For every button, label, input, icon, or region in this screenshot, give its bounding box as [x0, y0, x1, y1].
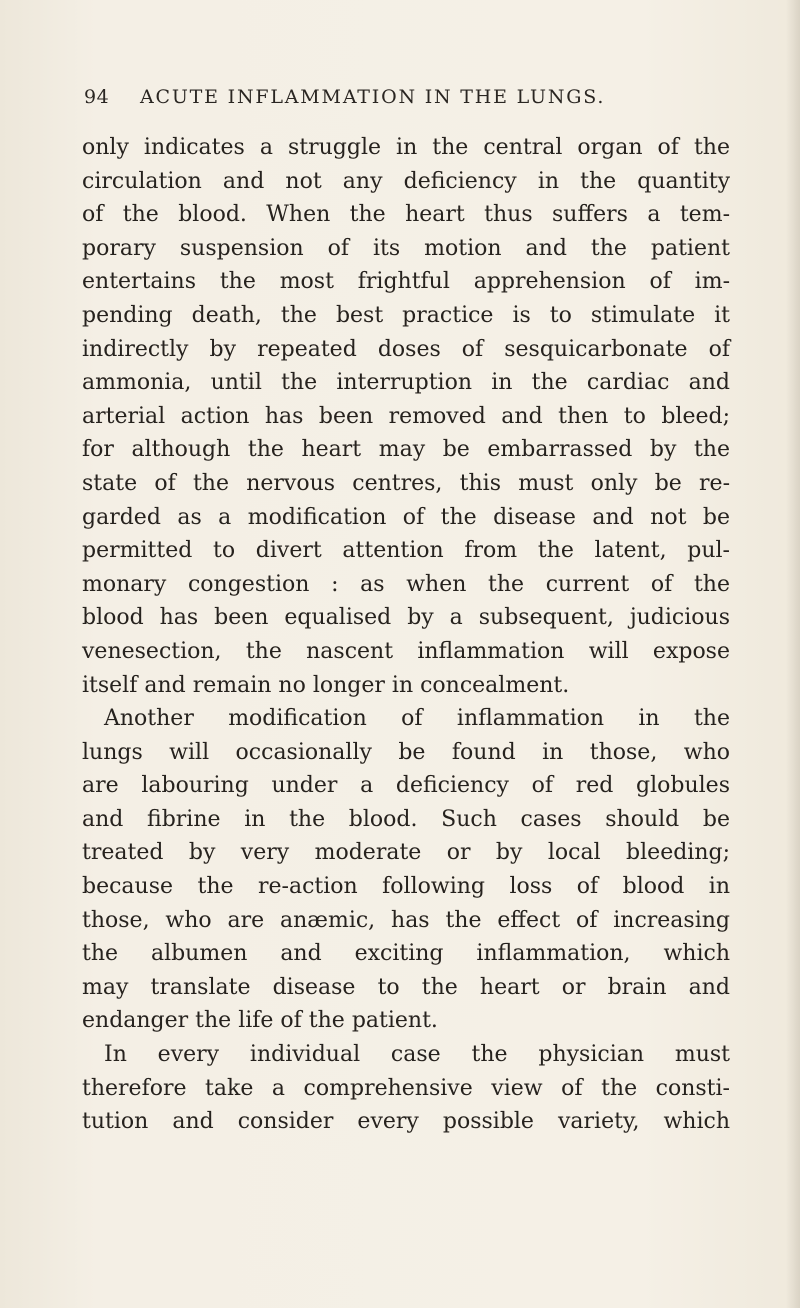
text-line: arterial action has been removed and then to bleed; — [82, 403, 730, 429]
text-line: circulation and not any deficiency in the quantity — [82, 168, 730, 194]
running-header — [84, 86, 724, 116]
text-line: tution and consider every possible variety, which — [82, 1109, 730, 1135]
page-edge-shadow — [786, 0, 800, 1308]
page-number: 94 — [84, 86, 110, 108]
text-line: those, who are anæmic, has the effect of increasing — [82, 907, 730, 933]
text-line: state of the nervous centres, this must only be re- — [82, 470, 730, 496]
text-line: entertains the most frightful apprehension of im- — [82, 269, 730, 295]
text-line: and fibrine in the blood. Such cases should be — [82, 806, 730, 832]
text-line: porary suspension of its motion and the patient — [82, 235, 730, 261]
text-line: indirectly by repeated doses of sesquicarbonate of — [82, 336, 730, 362]
text-line: may translate disease to the heart or brain and — [82, 974, 730, 1000]
text-line: of the blood. When the heart thus suffers a tem- — [82, 202, 730, 228]
text-line: venesection, the nascent inflammation will expose — [82, 638, 730, 664]
text-line: Another modification of inflammation in the — [104, 706, 730, 732]
text-line: for although the heart may be embarrassed by the — [82, 437, 730, 463]
text-line: garded as a modification of the disease and not be — [82, 504, 730, 530]
text-line: only indicates a struggle in the central organ of the — [82, 135, 730, 160]
text-line: are labouring under a deficiency of red globules — [82, 773, 730, 799]
body-text — [82, 131, 730, 1139]
text-line: lungs will occasionally be found in those, who — [82, 739, 730, 765]
text-line: therefore take a comprehensive view of the consti- — [82, 1075, 730, 1101]
text-line: blood has been equalised by a subsequent, judicious — [82, 605, 730, 631]
text-line: treated by very moderate or by local bleeding; — [82, 840, 730, 866]
text-line: because the re-action following loss of blood in — [82, 874, 730, 900]
running-title: ACUTE INFLAMMATION IN THE LUNGS. — [140, 86, 606, 108]
text-line: In every individual case the physician must — [104, 1042, 730, 1068]
text-line: ammonia, until the interruption in the cardiac and — [82, 370, 730, 396]
text-line: monary congestion : as when the current of the — [82, 571, 730, 597]
text-line: itself and remain no longer in concealment. — [82, 672, 570, 698]
text-line: pending death, the best practice is to stimulate it — [82, 302, 730, 328]
text-line: permitted to divert attention from the latent, pul- — [82, 538, 730, 564]
text-line: the albumen and exciting inflammation, which — [82, 941, 730, 967]
text-line: endanger the life of the patient. — [82, 1008, 438, 1034]
